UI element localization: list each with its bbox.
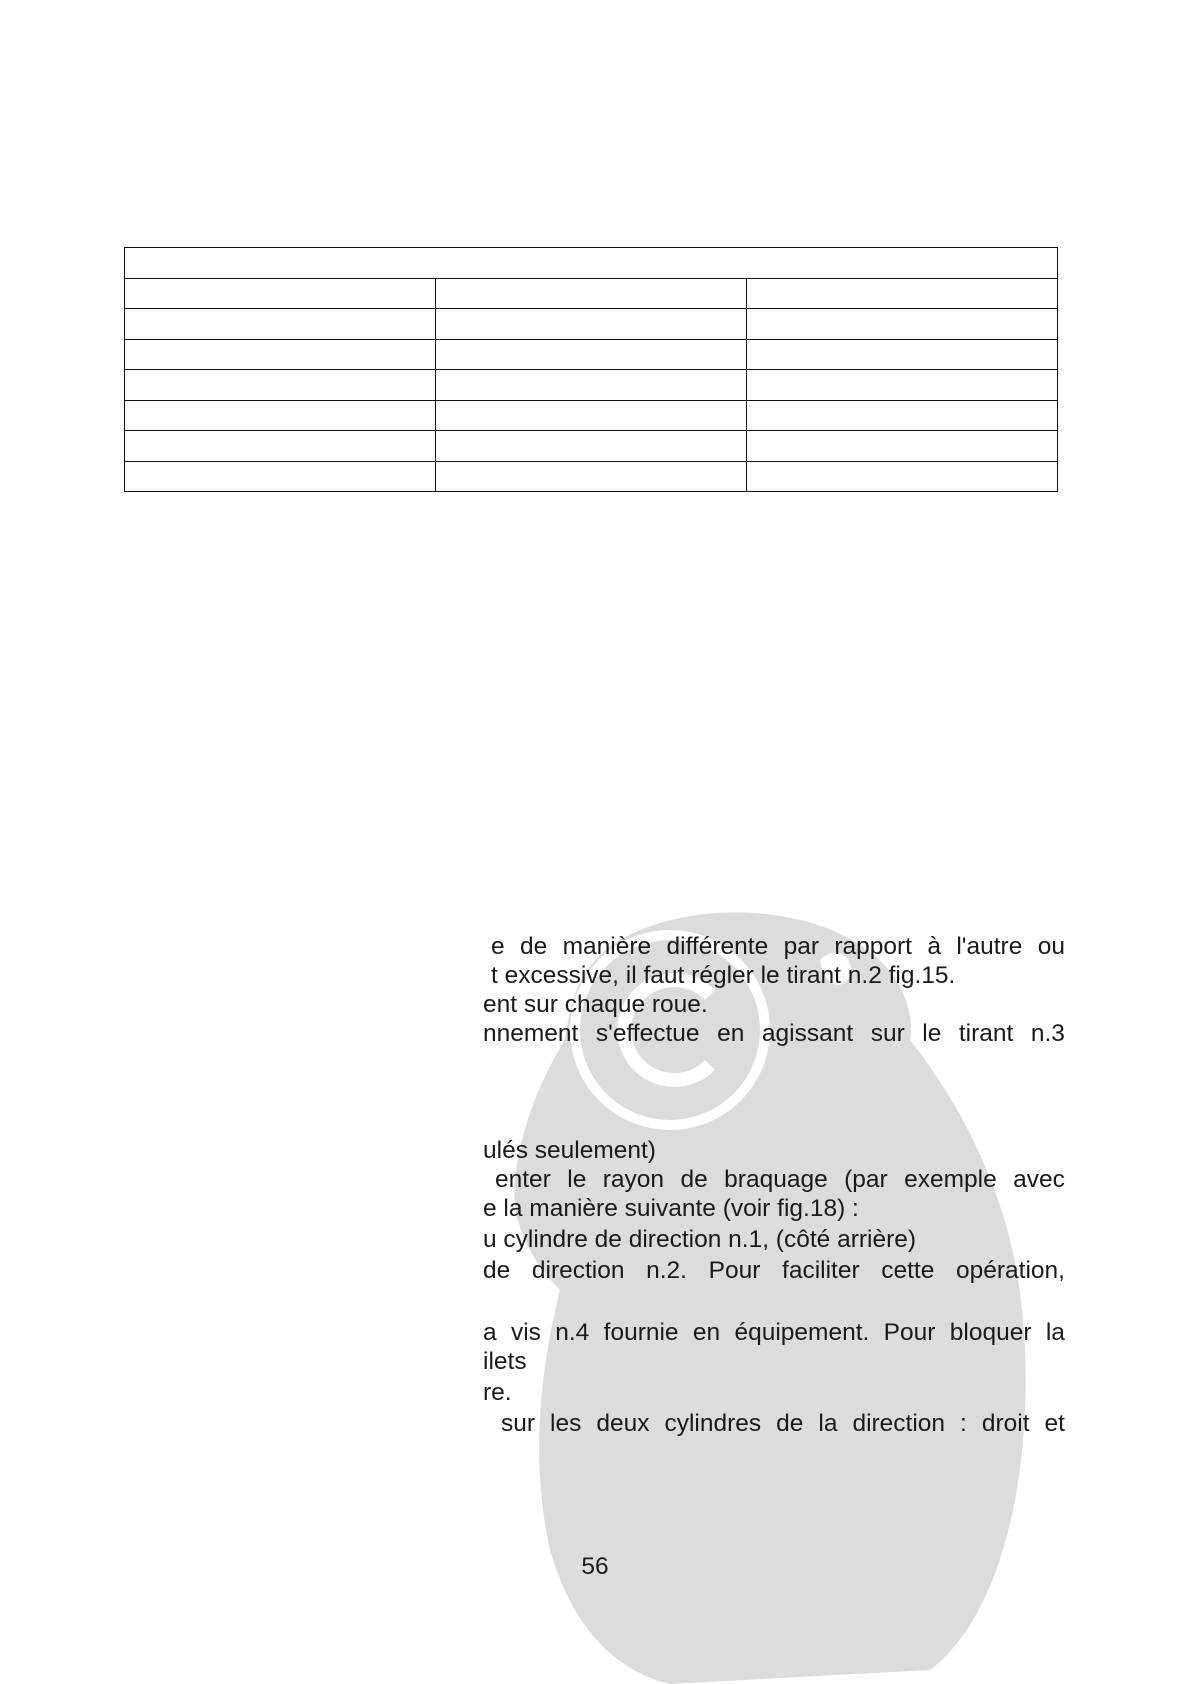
table-cell xyxy=(125,431,436,462)
text-word: sur xyxy=(501,1410,536,1437)
table-row xyxy=(125,400,1058,431)
text-line: t excessive, il faut régler le tirant n.2 fig.15. xyxy=(491,962,956,989)
table-cell xyxy=(747,309,1058,340)
text-line xyxy=(483,1256,1065,1285)
table-cell xyxy=(436,309,747,340)
text-word: les xyxy=(550,1410,582,1437)
table-cell xyxy=(436,431,747,462)
table-cell xyxy=(125,278,436,309)
text-line xyxy=(483,1019,1065,1048)
text-word: enter xyxy=(495,1166,551,1193)
text-word: sur xyxy=(870,1020,905,1047)
text-word: l'autre xyxy=(956,933,1023,960)
table-cell xyxy=(436,278,747,309)
table-cell xyxy=(747,278,1058,309)
text-word: le xyxy=(567,1166,587,1193)
table-row xyxy=(125,431,1058,462)
table-title-cell xyxy=(125,248,1058,279)
text-word: n.3 xyxy=(1030,1020,1065,1047)
text-word: vis xyxy=(510,1319,541,1346)
text-word: équipement. xyxy=(734,1319,870,1346)
table-row xyxy=(125,370,1058,401)
table-cell xyxy=(436,370,747,401)
table-cell xyxy=(747,370,1058,401)
table-cell xyxy=(436,400,747,431)
text-word: exemple xyxy=(904,1166,997,1193)
text-word: s'effectue xyxy=(595,1020,700,1047)
table-cell xyxy=(747,400,1058,431)
text-word: à xyxy=(927,933,941,960)
text-word: par xyxy=(783,933,819,960)
text-word: (par xyxy=(844,1166,888,1193)
table-cell xyxy=(747,339,1058,370)
table-row xyxy=(125,309,1058,340)
text-word: de xyxy=(680,1166,708,1193)
text-word: rayon xyxy=(602,1166,665,1193)
text-word: en xyxy=(717,1020,745,1047)
spec-table xyxy=(124,247,1058,492)
text-line: u cylindre de direction n.1, (côté arrière) xyxy=(483,1226,917,1253)
table-cell xyxy=(125,370,436,401)
text-word: a xyxy=(483,1319,497,1346)
text-word: braquage xyxy=(724,1166,828,1193)
table-cell xyxy=(747,461,1058,492)
text-line xyxy=(483,932,1065,961)
text-word: de xyxy=(776,1410,804,1437)
text-line: ent sur chaque roue. xyxy=(483,991,708,1018)
text-word: faciliter xyxy=(782,1257,860,1284)
table-cell xyxy=(125,309,436,340)
text-word: : xyxy=(960,1410,967,1437)
text-line xyxy=(483,1409,1065,1438)
page-number: 56 xyxy=(581,1553,609,1580)
text-word: deux xyxy=(596,1410,650,1437)
text-word: ou xyxy=(1037,933,1065,960)
text-line: e la manière suivante (voir fig.18) : xyxy=(483,1195,859,1222)
table-cell xyxy=(436,339,747,370)
text-word: n.4 xyxy=(555,1319,590,1346)
text-word: rapport xyxy=(834,933,912,960)
table-cell xyxy=(436,461,747,492)
text-word: et xyxy=(1044,1410,1065,1437)
text-word: droit xyxy=(981,1410,1030,1437)
table-cell xyxy=(125,461,436,492)
text-word: cette xyxy=(881,1257,935,1284)
text-word: tirant xyxy=(958,1020,1014,1047)
text-word: fournie xyxy=(603,1319,679,1346)
text-word: e xyxy=(491,933,505,960)
table-row xyxy=(125,278,1058,309)
text-line xyxy=(483,1165,1065,1194)
text-word: de xyxy=(520,933,548,960)
table-cell xyxy=(747,431,1058,462)
text-word: la xyxy=(818,1410,838,1437)
table-cell xyxy=(125,400,436,431)
text-word: cylindres xyxy=(664,1410,762,1437)
text-word: agissant xyxy=(761,1020,854,1047)
text-line: ilets xyxy=(483,1348,527,1375)
text-word: le xyxy=(922,1020,942,1047)
table-cell xyxy=(125,339,436,370)
text-line: ulés seulement) xyxy=(483,1137,656,1164)
table-row xyxy=(125,339,1058,370)
text-word: n.2. xyxy=(646,1257,687,1284)
text-line xyxy=(483,1318,1065,1347)
text-word: nnement xyxy=(483,1020,579,1047)
text-word: direction xyxy=(531,1257,625,1284)
text-word: avec xyxy=(1013,1166,1065,1193)
text-word: de xyxy=(483,1257,511,1284)
text-word: différente xyxy=(666,933,769,960)
text-word: opération, xyxy=(956,1257,1065,1284)
text-word: Pour xyxy=(883,1319,936,1346)
table-row xyxy=(125,461,1058,492)
text-word: bloquer xyxy=(949,1319,1032,1346)
text-word: direction xyxy=(852,1410,946,1437)
text-word: manière xyxy=(562,933,652,960)
text-line: re. xyxy=(483,1379,512,1406)
text-word: Pour xyxy=(708,1257,761,1284)
table-title-row xyxy=(125,248,1058,279)
text-word: la xyxy=(1045,1319,1065,1346)
text-word: en xyxy=(692,1319,721,1346)
